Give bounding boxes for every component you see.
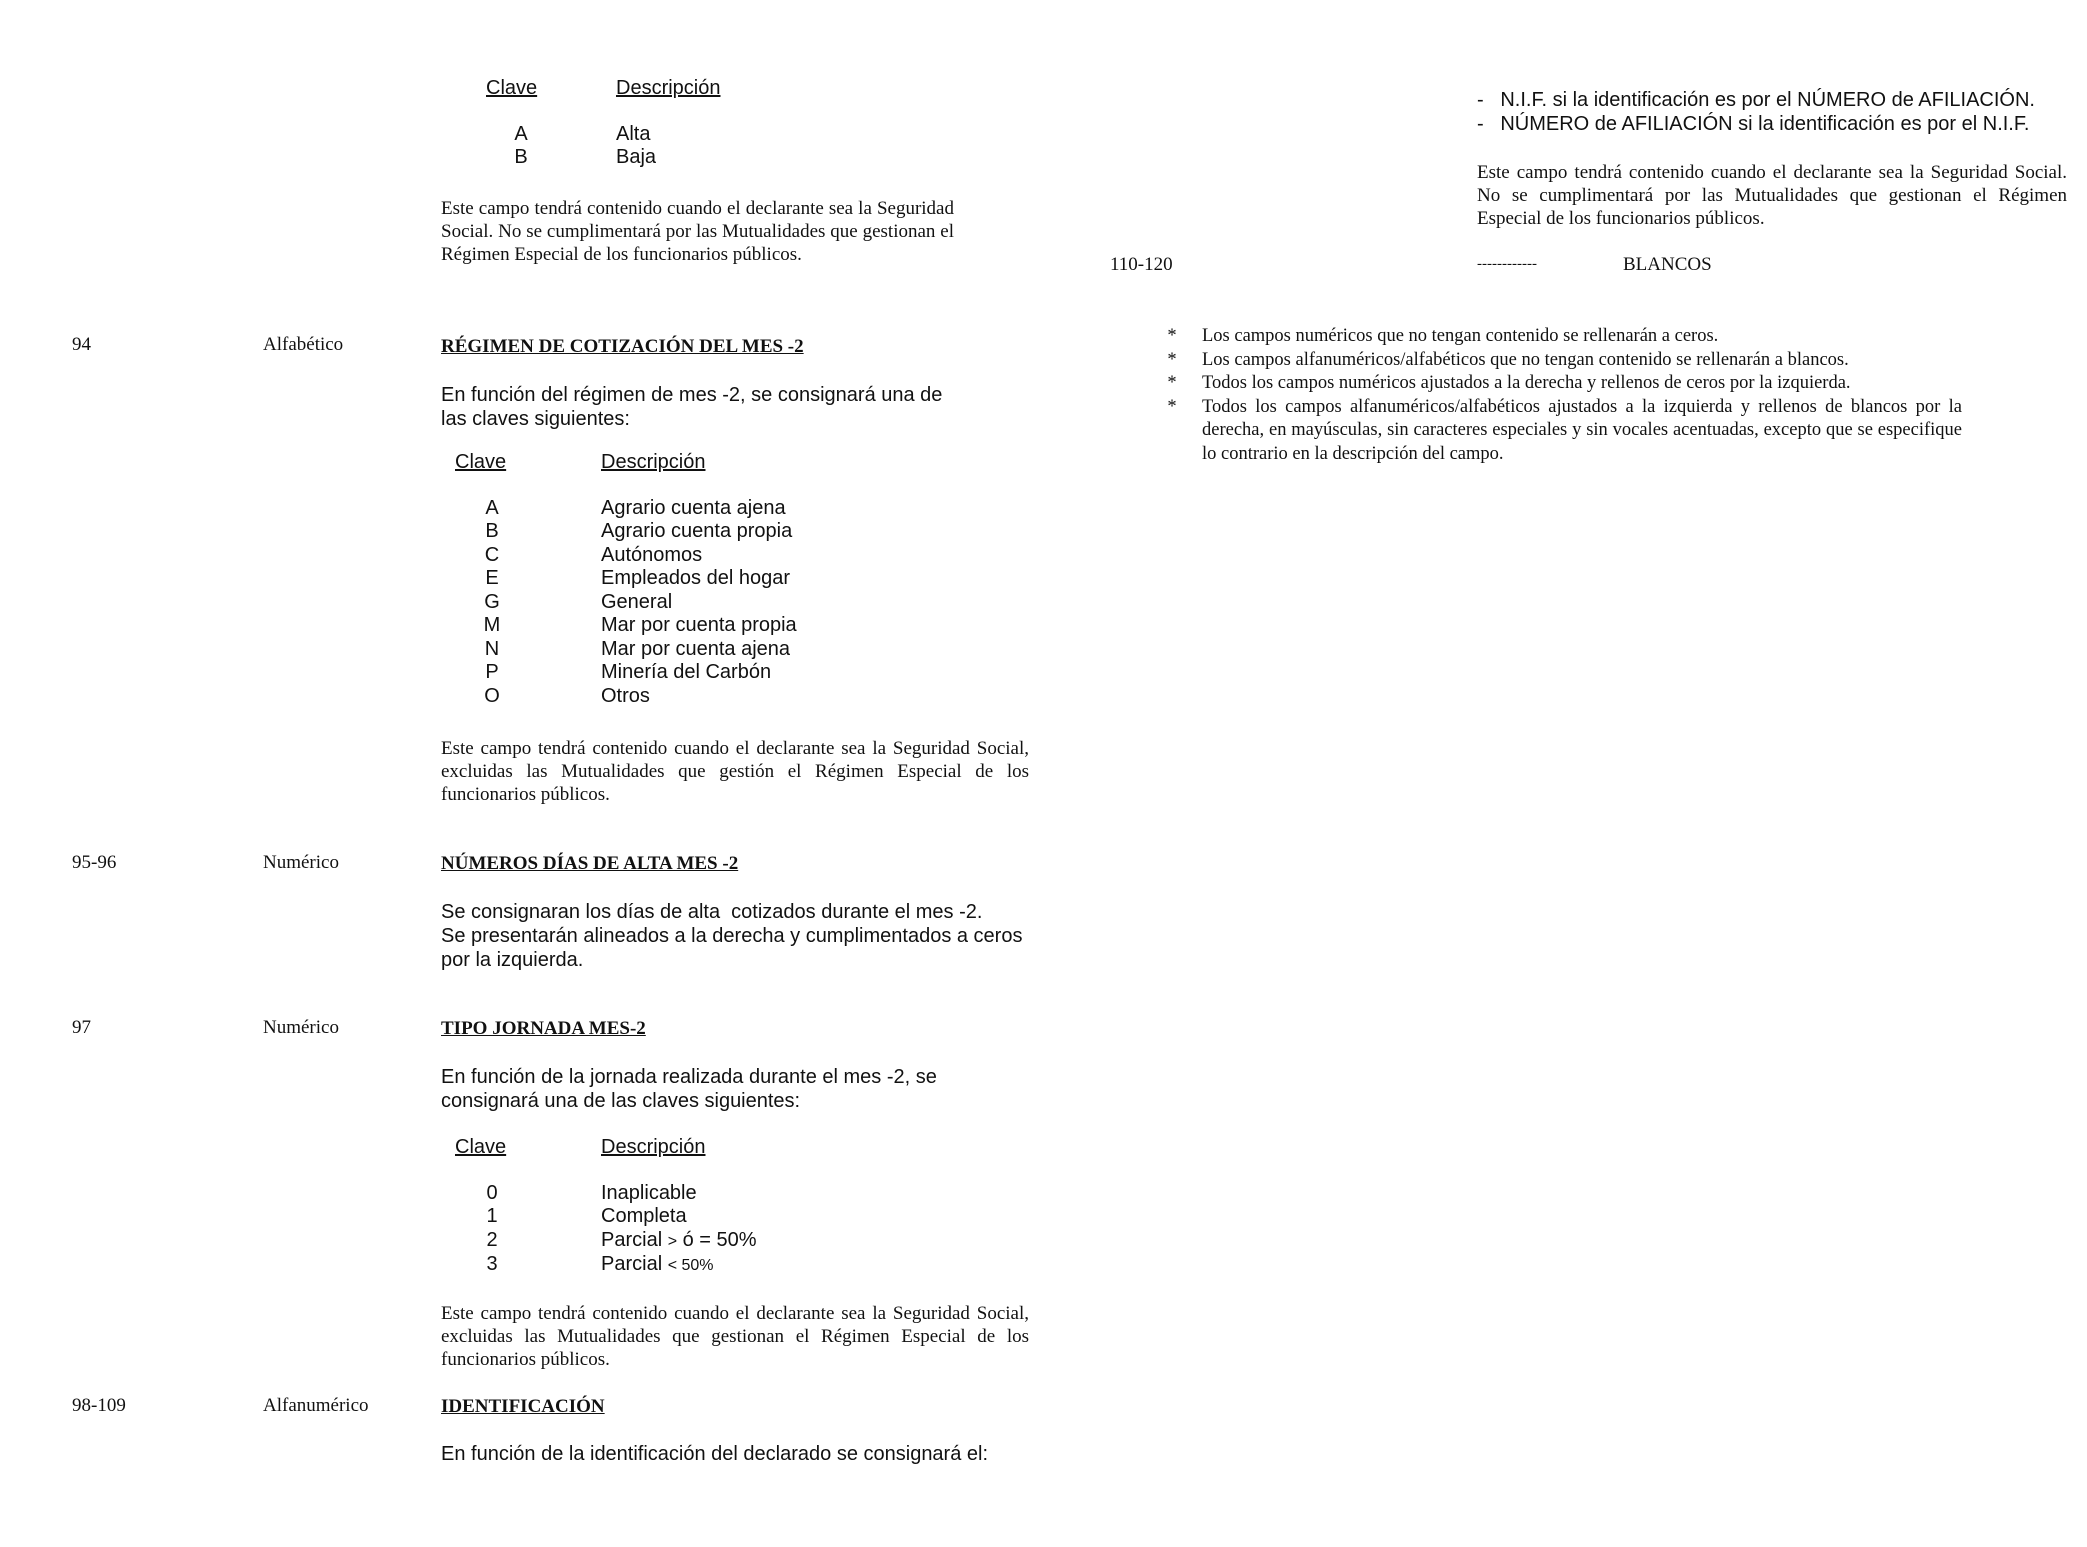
bullet-marker: * xyxy=(1167,396,1177,417)
table-row: 1 Completa xyxy=(486,1205,687,1227)
table-row: B Baja xyxy=(514,146,657,168)
table-row: M Mar por cuenta propia xyxy=(483,614,797,636)
field-95-96-line1: Se consignaran los días de alta cotizados durante el mes -2. xyxy=(441,901,983,923)
table-row: 0 Inaplicable xyxy=(486,1181,697,1204)
field-98-109-title: IDENTIFICACIÓN xyxy=(441,1396,605,1417)
field-95-96-type: Numérico xyxy=(263,852,339,873)
id-option-afiliacion: - NÚMERO de AFILIACIÓN si la identificación es por el N.I.F. xyxy=(1477,113,2030,135)
alta-baja-table xyxy=(486,77,720,170)
table-row: A Agrario cuenta ajena xyxy=(485,496,786,519)
clave-header: Clave xyxy=(486,77,538,99)
table-row: 2 Parcial > ó = 50% xyxy=(486,1228,757,1251)
field-94-note: Este campo tendrá contenido cuando el declarante sea la Seguridad Social, excluidas las Mutualidades que gestión el Régimen Especial de los funcionarios públicos. xyxy=(441,738,1029,805)
table-row: E Empleados del hogar xyxy=(485,567,791,589)
table-row: P Minería del Carbón xyxy=(485,661,772,683)
table-row: 3 Parcial < 50% xyxy=(486,1253,714,1275)
descripcion-header: Descripción xyxy=(601,1136,706,1158)
field-98-109-type: Alfanumérico xyxy=(263,1395,369,1416)
field-94-intro: En función del régimen de mes -2, se consignará una de las claves siguientes: xyxy=(441,384,943,430)
list-item: * Los campos alfanuméricos/alfabéticos que no tengan contenido se rellenarán a blancos. xyxy=(1142,349,2002,373)
bullet-marker: * xyxy=(1167,373,1177,393)
bullet-marker: * xyxy=(1167,349,1177,370)
table-row: O Otros xyxy=(484,684,650,707)
field-110-120-value: BLANCOS xyxy=(1623,254,1712,275)
table-row: G General xyxy=(484,590,673,613)
alta-baja-note: Este campo tendrá contenido cuando el declarante sea la Seguridad Social. No se cumplimentará por las Mutualidades que gestionan el Régimen Especial de los funcionarios públicos. xyxy=(441,198,954,265)
field-97-intro: En función de la jornada realizada durante el mes -2, se consignará una de las claves siguientes: xyxy=(441,1066,937,1112)
field-110-120-position: 110-120 xyxy=(1110,254,1173,275)
bullet-marker: * xyxy=(1167,326,1177,346)
field-97-note: Este campo tendrá contenido cuando el declarante sea la Seguridad Social, excluidas las Mutualidades que gestionan el Régimen Especial de los funcionarios públicos. xyxy=(441,1303,1029,1370)
field-94-position: 94 xyxy=(72,334,91,355)
field-110-120-dashes: ------------ xyxy=(1477,256,1537,272)
general-rules-list xyxy=(1142,325,2002,466)
table-row: C Autónomos xyxy=(484,543,703,566)
clave-header: Clave xyxy=(455,451,507,473)
field-95-96-title: NÚMEROS DÍAS DE ALTA MES -2 xyxy=(441,853,739,874)
list-item: * Los campos numéricos que no tengan contenido se rellenarán a ceros. xyxy=(1142,325,2002,349)
table-row: B Agrario cuenta propia xyxy=(485,520,793,542)
jornada-table xyxy=(455,1136,757,1278)
field-94-type: Alfabético xyxy=(263,334,344,355)
field-98-109-intro: En función de la identificación del declarado se consignará el: xyxy=(441,1443,989,1465)
list-item: * Todos los campos alfanuméricos/alfabéticos ajustados a la izquierda y rellenos de blancos por la derecha, en mayúsculas, sin caracteres especiales y sin vocales acentuadas, excepto que se especifique lo contrario en la descripción del campo. xyxy=(1142,396,2002,467)
descripcion-header: Descripción xyxy=(616,77,721,99)
id-note: Este campo tendrá contenido cuando el declarante sea la Seguridad Social. No se cumplimentará por las Mutualidades que gestionan el Régimen Especial de los funcionarios públicos. xyxy=(1477,162,2067,229)
field-97-title: TIPO JORNADA MES-2 xyxy=(441,1018,646,1039)
field-97-type: Numérico xyxy=(263,1017,339,1038)
field-94-title: RÉGIMEN DE COTIZACIÓN DEL MES -2 xyxy=(441,336,804,357)
regimen-table xyxy=(455,451,797,708)
clave-header: Clave xyxy=(455,1136,507,1158)
table-row: A Alta xyxy=(514,122,651,145)
descripcion-header: Descripción xyxy=(601,451,706,473)
field-95-96-position: 95-96 xyxy=(72,852,117,873)
field-97-position: 97 xyxy=(72,1017,91,1038)
table-row: N Mar por cuenta ajena xyxy=(484,637,791,660)
id-option-nif: - N.I.F. si la identificación es por el NÚMERO de AFILIACIÓN. xyxy=(1477,89,2035,111)
list-item: * Todos los campos numéricos ajustados a la derecha y rellenos de ceros por la izquierda. xyxy=(1142,372,2002,396)
field-95-96-line2: Se presentarán alineados a la derecha y cumplimentados a ceros por la izquierda. xyxy=(441,925,1023,971)
field-98-109-position: 98-109 xyxy=(72,1395,126,1416)
